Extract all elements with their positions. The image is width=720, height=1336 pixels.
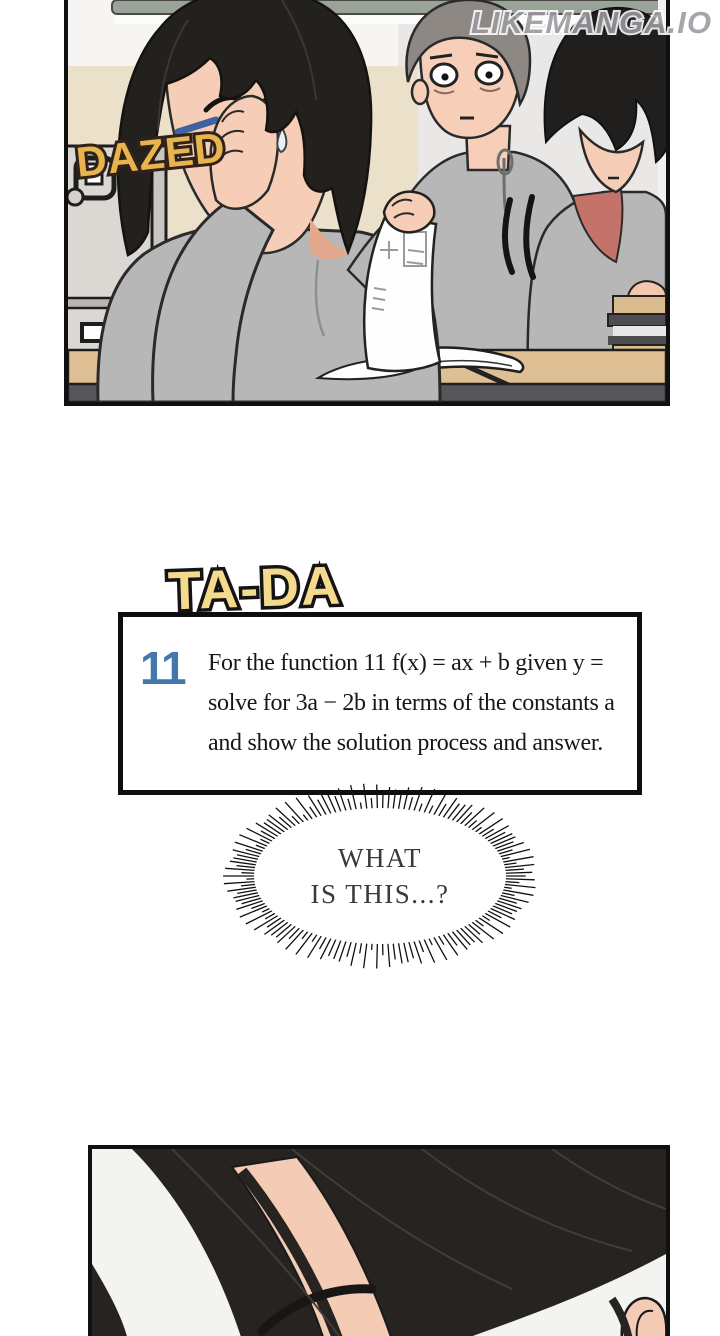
- speech-text: [212, 766, 548, 986]
- sfx-dazed-text: DAZED: [73, 123, 228, 186]
- problem-text: [198, 617, 615, 763]
- problem-line: For the function 11 f(x) = ax + b given y =: [208, 650, 604, 676]
- lifted-page: [364, 215, 440, 371]
- problem-line: solve for 3a − 2b in terms of the constants a: [208, 690, 615, 716]
- burst-speech-bubble: [212, 766, 548, 986]
- sfx-tada-text: TA-DA: [167, 555, 344, 622]
- panel-closeup: [88, 1145, 670, 1336]
- watermark-text: LIKEMANGA.IO: [470, 5, 712, 40]
- gripping-hand: [384, 192, 434, 233]
- classroom-scene-illustration: [68, 0, 666, 402]
- ear-icon: [412, 80, 428, 104]
- problem-line: and show the solution process and answer.: [208, 730, 603, 756]
- speech-line: WHAT: [338, 843, 422, 873]
- speech-line: IS THIS...?: [310, 879, 450, 909]
- closeup-illustration: [92, 1149, 666, 1336]
- panel-classroom: [64, 0, 670, 406]
- problem-number: 11: [140, 642, 185, 694]
